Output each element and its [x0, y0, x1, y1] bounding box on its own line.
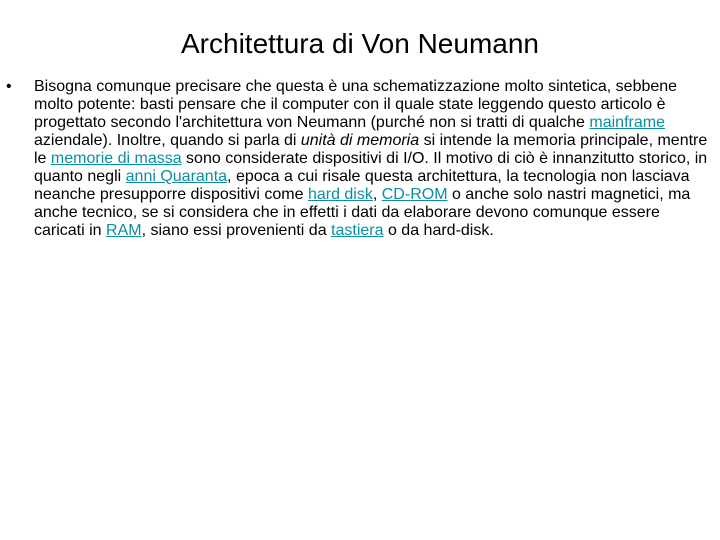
emphasis-unita-di-memoria: unità di memoria [300, 132, 420, 149]
paragraph-text-7: o anche solo nastri magnetici, ma anche tecnico, se si considera che in effetti i dati da elaborare devono comunque essere caricati in [34, 186, 691, 239]
bullet-list [0, 78, 720, 240]
paragraph-text-1: Bisogna comunque precisare che questa è una schematizzazione molto sintetica, sebbene molto potente: basti pensare che il computer con il quale state leggendo questo articolo è progettato secondo l'architettura von Neumann (purché non si tratti di qualche [34, 78, 678, 131]
link-hard-disk[interactable]: hard disk [307, 186, 373, 203]
link-anni-quaranta[interactable]: anni Quaranta [125, 168, 228, 185]
paragraph-text-4: sono considerate dispositivi di I/O. Il motivo di ciò è innanzitutto storico, in quanto negli [34, 150, 708, 185]
paragraph-text-2: aziendale). Inoltre, quando si parla di [34, 132, 301, 149]
link-tastiera[interactable]: tastiera [331, 222, 384, 239]
bullet-item [0, 78, 720, 240]
link-cd-rom[interactable]: CD-ROM [381, 186, 448, 203]
link-memorie-di-massa[interactable]: memorie di massa [50, 150, 182, 167]
paragraph-text-3: si intende la memoria principale, mentre le [34, 132, 708, 167]
paragraph-text-6: , [372, 186, 382, 203]
link-ram[interactable]: RAM [106, 222, 142, 239]
slide-title: Architettura di Von Neumann [181, 28, 539, 59]
paragraph-text-5: , epoca a cui risale questa architettura, la tecnologia non lasciava neanche presupporre dispositivi come [34, 168, 690, 203]
link-mainframe[interactable]: mainframe [589, 114, 665, 131]
bullet-dot-icon: • [6, 78, 12, 95]
paragraph-text-8: , siano essi provenienti da [141, 222, 332, 239]
paragraph-text-9: o da hard-disk. [383, 222, 494, 239]
